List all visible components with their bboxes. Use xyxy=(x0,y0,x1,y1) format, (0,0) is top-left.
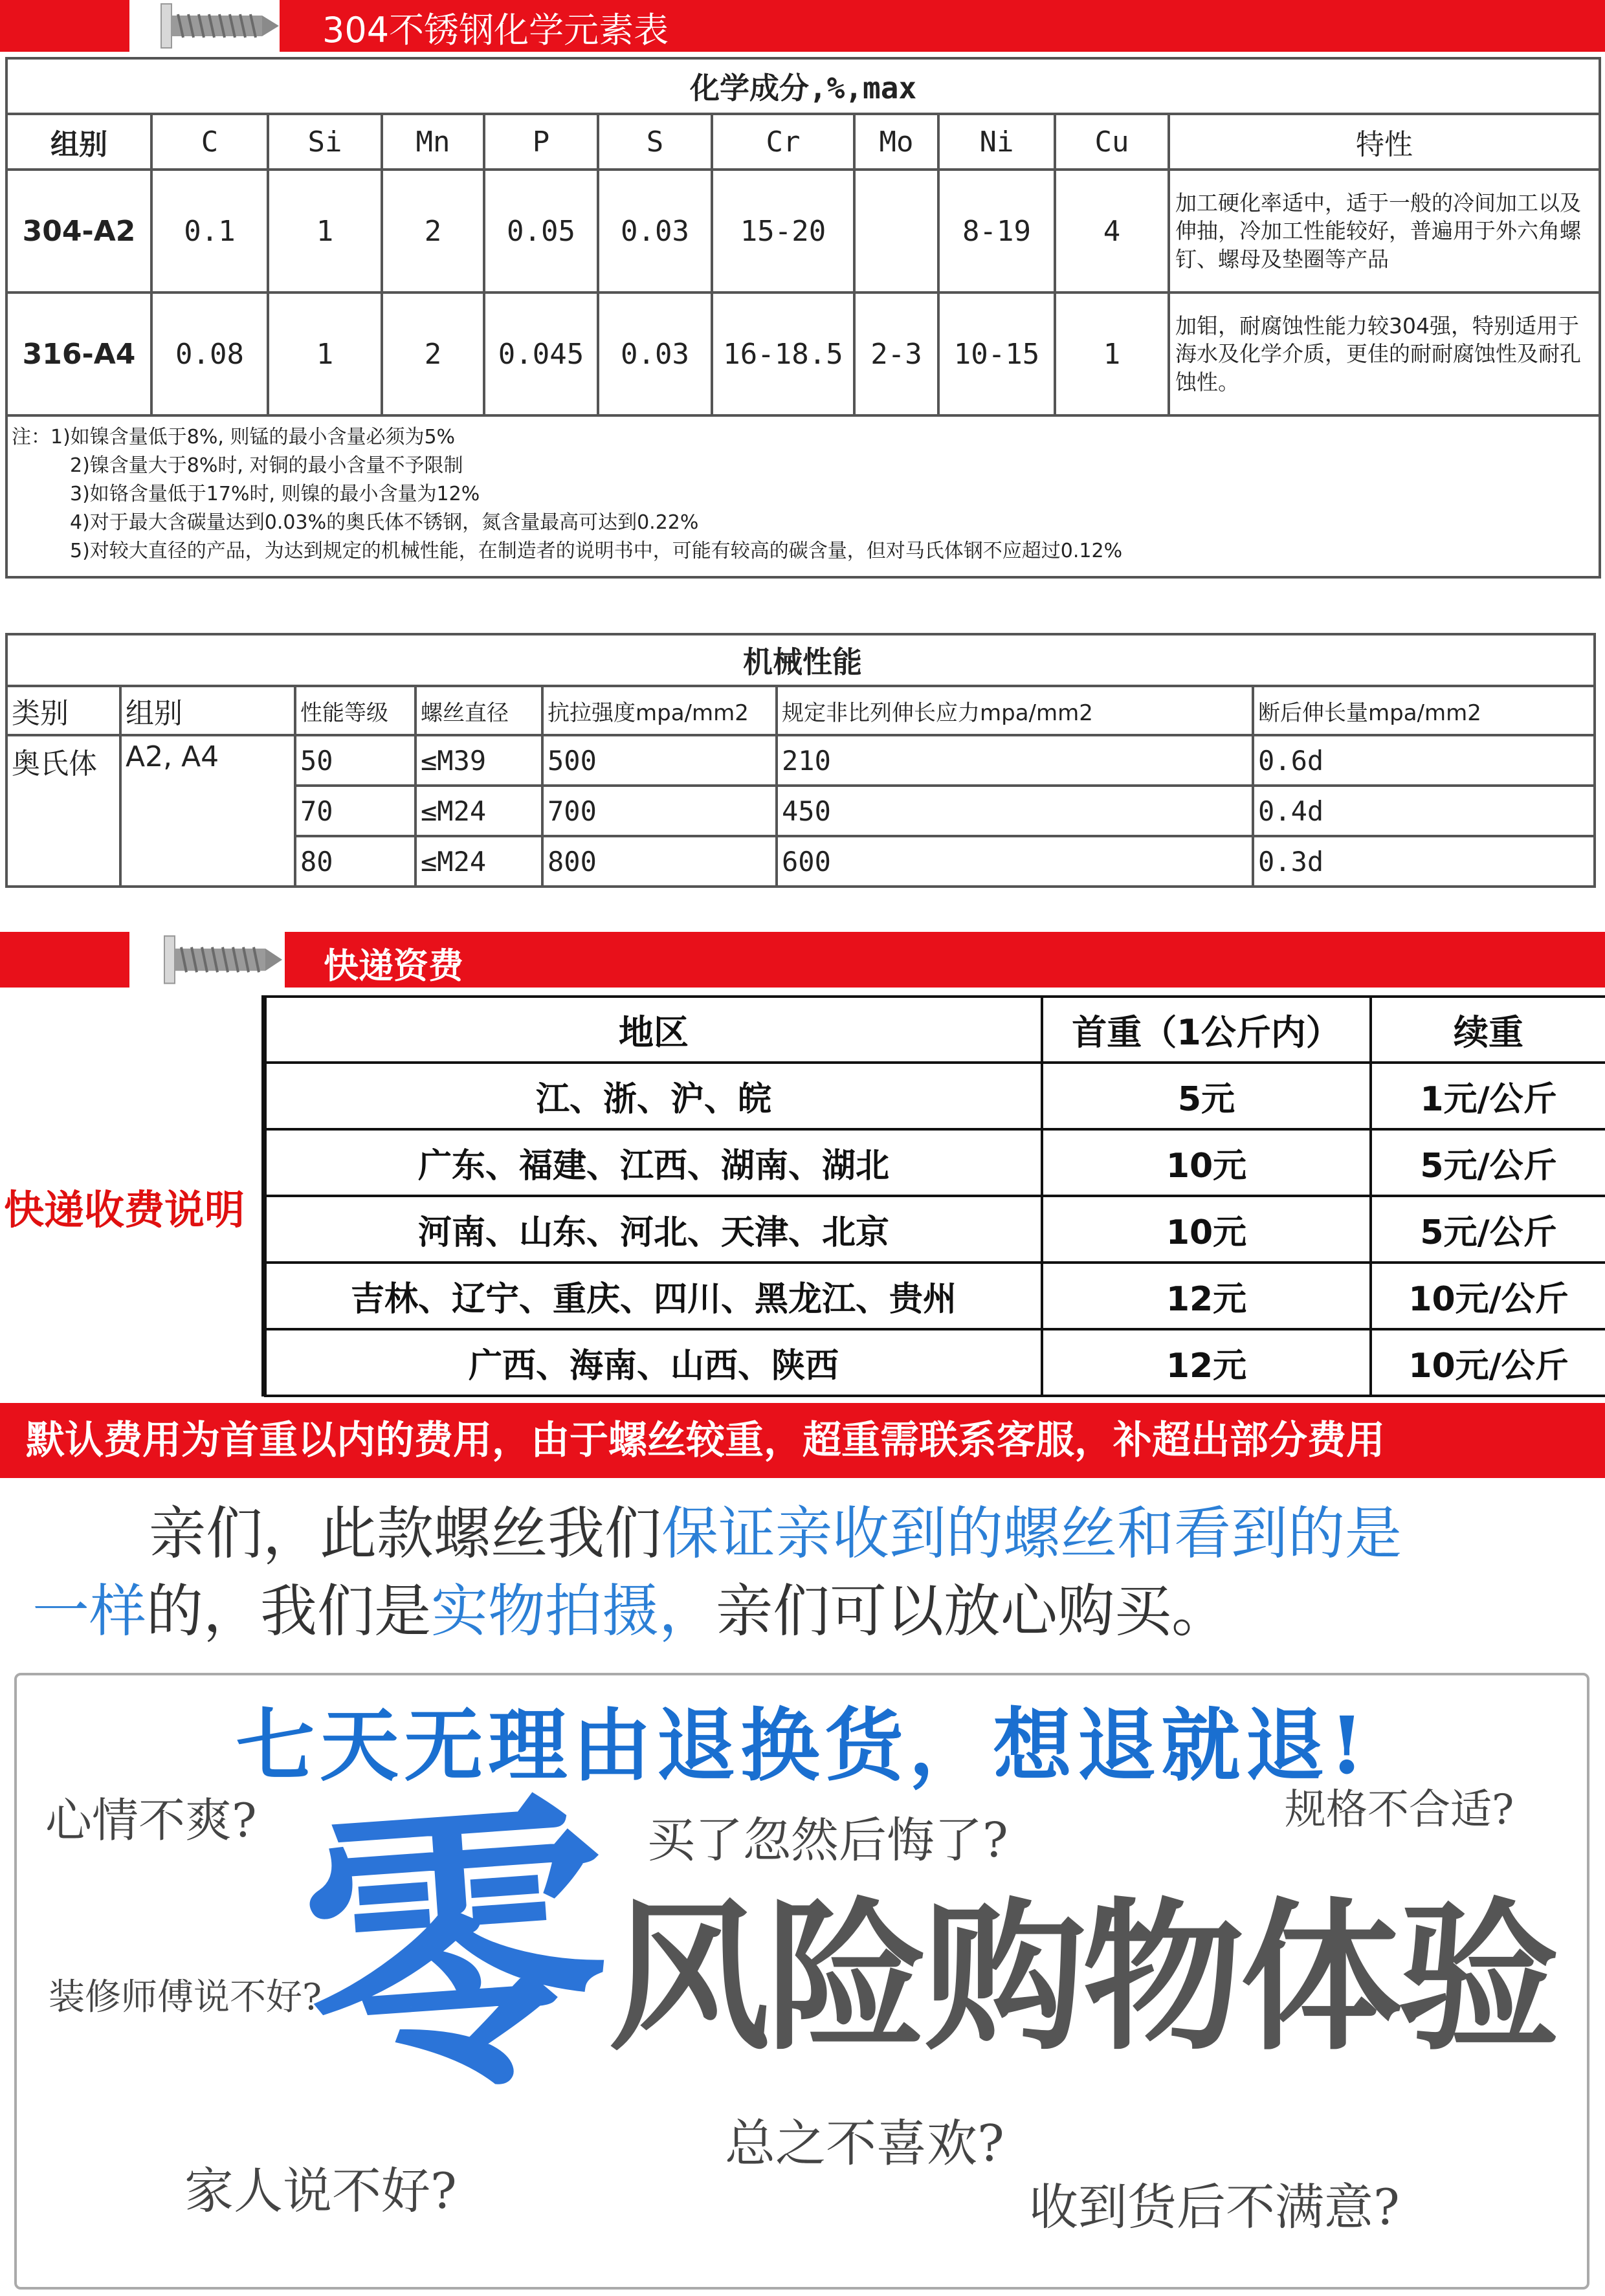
chem-trait: 加工硬化率适中，适于一般的冷间加工以及伸抽，冷加工性能较好，普遍用于外六角螺钉、螺母及垫圈等产品 xyxy=(1169,170,1600,293)
ship-region: 河南、山东、河北、天津、北京 xyxy=(265,1196,1042,1263)
chem-header-mo: Mo xyxy=(854,114,938,170)
chem-group: 304-A2 xyxy=(6,170,151,293)
question-text: 规格不合适? xyxy=(1285,1786,1514,1834)
note-line: 5)对较大直径的产品，为达到规定的机械性能，在制造者的说明书中，可能有较高的碳含量，但对马氏体钢不应超过0.12% xyxy=(70,540,1123,562)
mech-diameter: ≤M24 xyxy=(415,786,542,836)
chem-header-cr: Cr xyxy=(712,114,854,170)
note-line: 注：1)如镍含量低于8%, 则锰的最小含量必须为5% xyxy=(12,426,456,448)
chem-mo xyxy=(854,170,938,293)
promise-text: 亲们可以放心购买。 xyxy=(716,1578,1229,1644)
chem-section-title: 304不锈钢化学元素表 xyxy=(322,10,669,50)
mech-yield: 600 xyxy=(777,836,1253,887)
table-row xyxy=(265,1129,1605,1196)
question-text: 装修师傅说不好? xyxy=(49,1976,322,2018)
question-text: 买了忽然后悔了? xyxy=(647,1813,1008,1868)
ship-region: 广东、福建、江西、湖南、湖北 xyxy=(265,1129,1042,1196)
ship-extra: 10元/公斤 xyxy=(1371,1263,1605,1329)
ship-extra: 5元/公斤 xyxy=(1371,1196,1605,1263)
chem-header-ni: Ni xyxy=(938,114,1055,170)
note-line: 4)对于最大含碳量达到0.03%的奥氏体不锈钢，氮含量最高可达到0.22% xyxy=(70,511,699,534)
mechanical-table xyxy=(5,633,1596,888)
mech-grade: 70 xyxy=(295,786,415,836)
mech-grade: 80 xyxy=(295,836,415,887)
ship-header-first: 首重（1公斤内） xyxy=(1042,997,1371,1063)
shipping-side-label: 快递收费说明 xyxy=(4,1186,245,1233)
promise-text: 的，我们是 xyxy=(146,1578,432,1644)
ship-extra: 1元/公斤 xyxy=(1371,1063,1605,1129)
zero-character: 零 xyxy=(292,1762,621,2140)
chem-cu: 4 xyxy=(1055,170,1169,293)
promise-highlight: 实物拍摄， xyxy=(431,1578,716,1644)
table-row xyxy=(6,293,1600,415)
mech-category: 奥氏体 xyxy=(6,735,120,887)
table-row xyxy=(6,735,1595,786)
chemical-table xyxy=(5,57,1601,579)
ship-region: 广西、海南、山西、陕西 xyxy=(265,1329,1042,1396)
zero-risk-slogan: 风险购物体验 xyxy=(608,1882,1556,2072)
mech-yield: 210 xyxy=(777,735,1253,786)
chem-s: 0.03 xyxy=(598,170,712,293)
promise-text: 亲们，此款螺丝我们 xyxy=(149,1500,662,1567)
mech-header-group: 组别 xyxy=(120,686,295,735)
question-text: 家人说不好? xyxy=(184,2162,457,2220)
chem-ni: 10-15 xyxy=(938,293,1055,415)
default-fee-note: 默认费用为首重以内的费用，由于螺丝较重，超重需联系客服，补超出部分费用 xyxy=(0,1403,1605,1478)
table-row xyxy=(265,1263,1605,1329)
table-row xyxy=(6,170,1600,293)
ship-extra: 10元/公斤 xyxy=(1371,1329,1605,1396)
mech-diameter: ≤M24 xyxy=(415,836,542,887)
mech-grade: 50 xyxy=(295,735,415,786)
mech-diameter: ≤M39 xyxy=(415,735,542,786)
mech-elong: 0.3d xyxy=(1253,836,1595,887)
chem-header-c: C xyxy=(151,114,268,170)
mech-yield: 450 xyxy=(777,786,1253,836)
chem-si: 1 xyxy=(268,293,382,415)
chem-header-p: P xyxy=(484,114,598,170)
mech-header-diameter: 螺丝直径 xyxy=(415,686,542,735)
chem-cr: 16-18.5 xyxy=(712,293,854,415)
section-banner-shipping xyxy=(0,932,1605,988)
question-text: 收到货后不满意? xyxy=(1029,2178,1400,2236)
ship-extra: 5元/公斤 xyxy=(1371,1129,1605,1196)
table-row xyxy=(265,1329,1605,1396)
chem-header-group: 组别 xyxy=(6,114,151,170)
question-text: 总之不喜欢? xyxy=(725,2115,1004,2173)
question-text: 心情不爽? xyxy=(45,1793,257,1848)
chem-cu: 1 xyxy=(1055,293,1169,415)
chem-notes xyxy=(6,415,1600,577)
mech-header-grade: 性能等级 xyxy=(295,686,415,735)
chem-p: 0.05 xyxy=(484,170,598,293)
return-policy-title: 七天无理由退换货，想退就退! xyxy=(236,1699,1369,1792)
table-row xyxy=(265,1063,1605,1129)
chem-header-si: Si xyxy=(268,114,382,170)
table-row xyxy=(265,1196,1605,1263)
promise-line-1 xyxy=(32,1495,1586,1573)
shipping-section-title: 快递资费 xyxy=(324,945,463,986)
ship-header-region: 地区 xyxy=(265,997,1042,1063)
ship-first: 10元 xyxy=(1042,1196,1371,1263)
mech-header-yield: 规定非比列伸长应力mpa/mm2 xyxy=(777,686,1253,735)
mech-elong: 0.6d xyxy=(1253,735,1595,786)
chem-cr: 15-20 xyxy=(712,170,854,293)
chem-header-cu: Cu xyxy=(1055,114,1169,170)
mech-caption: 机械性能 xyxy=(6,634,1595,686)
chem-si: 1 xyxy=(268,170,382,293)
mech-tensile: 700 xyxy=(542,786,777,836)
chem-caption: 化学成分,%,max xyxy=(6,58,1600,114)
mech-tensile: 500 xyxy=(542,735,777,786)
chem-mn: 2 xyxy=(382,293,484,415)
chem-header-mn: Mn xyxy=(382,114,484,170)
mech-header-elong: 断后伸长量mpa/mm2 xyxy=(1253,686,1595,735)
chem-c: 0.1 xyxy=(151,170,268,293)
mech-tensile: 800 xyxy=(542,836,777,887)
ship-header-extra: 续重 xyxy=(1371,997,1605,1063)
chem-mo: 2-3 xyxy=(854,293,938,415)
promise-line-2 xyxy=(32,1573,1586,1650)
ship-region: 江、浙、沪、皖 xyxy=(265,1063,1042,1129)
promise-highlight: 保证亲收到的螺丝和看到的是 xyxy=(661,1500,1402,1567)
ship-first: 12元 xyxy=(1042,1329,1371,1396)
note-line: 3)如铬含量低于17%时, 则镍的最小含量为12% xyxy=(70,483,480,505)
chem-p: 0.045 xyxy=(484,293,598,415)
ship-region: 吉林、辽宁、重庆、四川、黑龙江、贵州 xyxy=(265,1263,1042,1329)
shipping-table xyxy=(264,995,1605,1397)
screw-icon xyxy=(152,0,282,52)
mech-header-category: 类别 xyxy=(6,686,120,735)
chem-group: 316-A4 xyxy=(6,293,151,415)
chem-header-s: S xyxy=(598,114,712,170)
chem-mn: 2 xyxy=(382,170,484,293)
mech-elong: 0.4d xyxy=(1253,786,1595,836)
note-line: 2)镍含量大于8%时, 对铜的最小含量不予限制 xyxy=(70,454,463,477)
chem-trait: 加钼，耐腐蚀性能力较304强，特别适用于海水及化学介质，更佳的耐耐腐蚀性及耐孔蚀性。 xyxy=(1169,293,1600,415)
section-banner-chem xyxy=(0,0,1605,52)
chem-ni: 8-19 xyxy=(938,170,1055,293)
mech-header-tensile: 抗拉强度mpa/mm2 xyxy=(542,686,777,735)
chem-header-trait: 特性 xyxy=(1169,114,1600,170)
ship-first: 10元 xyxy=(1042,1129,1371,1196)
ship-first: 5元 xyxy=(1042,1063,1371,1129)
promise-highlight: 一样 xyxy=(32,1578,147,1644)
chem-c: 0.08 xyxy=(151,293,268,415)
chem-s: 0.03 xyxy=(598,293,712,415)
screw-icon xyxy=(155,932,285,988)
mech-group: A2, A4 xyxy=(120,735,295,887)
ship-first: 12元 xyxy=(1042,1263,1371,1329)
